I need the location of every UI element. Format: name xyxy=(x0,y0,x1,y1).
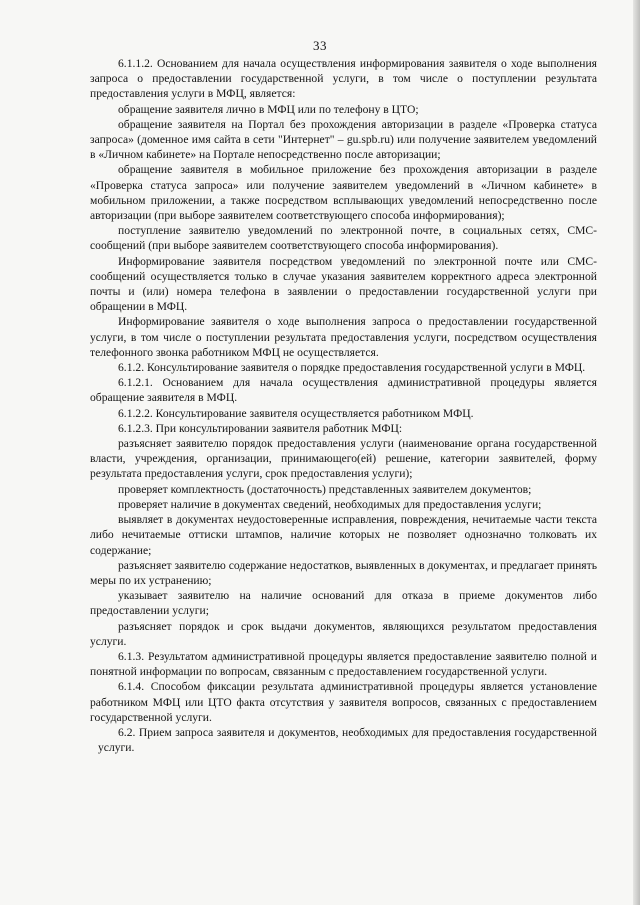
list-item-detects-defects: выявляет в документах неудостоверенные исправления, повреждения, нечитаемые части текста либо нечитаемые оттиски штампов, наличие которых не позволяет однозначно толковать их содержание; xyxy=(90,513,597,557)
list-item-issuance-terms: разъясняет порядок и срок выдачи документов, являющихся результатом предоставления услуги. xyxy=(90,619,597,648)
scanned-page-edge xyxy=(633,0,640,905)
paragraph-6-1-2: 6.1.2. Консультирование заявителя о порядке предоставления государственной услуги в МФЦ. xyxy=(118,361,586,375)
list-item-refusal-grounds: указывает заявителю на наличие оснований для отказа в приеме документов либо предоставлении услуги; xyxy=(90,589,597,618)
document-body xyxy=(90,56,597,755)
page-number: 33 xyxy=(313,38,327,53)
paragraph-notification-conditions: Информирование заявителя посредством уведомлений по электронной почте или СМС-сообщений осуществляется только в случае указания заявителем корректного адреса электронной почты и (или) номера телефона в заявлении о предоставлении государственной услуги при обращении в МФЦ. xyxy=(90,254,597,314)
paragraph-6-2: 6.2. Прием запроса заявителя и документов, необходимых для предоставления государственной услуги. xyxy=(98,725,597,755)
paragraph-no-phone-calls: Информирование заявителя о ходе выполнения запроса о предоставлении государственной услуги, в том числе о поступлении результата предоставления услуги, посредством осуществления телефонного звонка работником МФЦ не осуществляется. xyxy=(90,315,597,359)
list-item-explains-procedure: разъясняет заявителю порядок предоставления услуги (наименование органа государственной власти, учреждения, организации, принимающего(ей) решение, категории заявителей, форму результата предоставления услуги, срок предоставления услуги); xyxy=(90,437,597,481)
list-item-checks-information: проверяет наличие в документах сведений, необходимых для предоставления услуги; xyxy=(118,497,542,511)
list-item-mfc-visit: обращение заявителя лично в МФЦ или по телефону в ЦТО; xyxy=(118,102,419,116)
list-item-email-sms: поступление заявителю уведомлений по электронной почте, в социальных сетях, СМС-сообщений (при выборе заявителем соответствующего способа информирования). xyxy=(90,224,597,253)
list-item-mobile-app: обращение заявителя в мобильное приложение без прохождения авторизации в разделе «Проверка статуса запроса» или получение заявителем уведомлений в «Личном кабинете» в мобильном приложении, а также посредством всплывающих уведомлений непосредственно после авторизации (при выборе заявителем соответствующего способа информирования); xyxy=(90,163,597,223)
paragraph-6-1-1-2: 6.1.1.2. Основанием для начала осуществления информирования заявителя о ходе выполнения запроса о предоставлении государственной услуги, в том числе о поступлении результата предоставления услуги в МФЦ, является: xyxy=(90,57,597,101)
paragraph-6-1-4: 6.1.4. Способом фиксации результата административной процедуры является установление работником МФЦ или ЦТО факта отсутствия у заявителя вопросов, связанных с предоставлением государственной услуги. xyxy=(90,680,597,724)
paragraph-6-1-2-3: 6.1.2.3. При консультировании заявителя работник МФЦ: xyxy=(118,421,403,435)
paragraph-6-1-2-1: 6.1.2.1. Основанием для начала осуществления административной процедуры является обращение заявителя в МФЦ. xyxy=(90,376,597,405)
list-item-portal: обращение заявителя на Портал без прохождения авторизации в разделе «Проверка статуса запроса» (доменное имя сайта в сети "Интернет" – gu.spb.ru) или получение заявителем уведомлений в «Личном кабинете» на Портале непосредственно после авторизации; xyxy=(90,117,597,162)
paragraph-6-1-3: 6.1.3. Результатом административной процедуры является предоставление заявителю полной и понятной информации по вопросам, связанным с предоставлением государственной услуги. xyxy=(90,649,597,679)
paragraph-6-1-2-2: 6.1.2.2. Консультирование заявителя осуществляется работником МФЦ. xyxy=(118,406,474,420)
list-item-checks-completeness: проверяет комплектность (достаточность) представленных заявителем документов; xyxy=(118,482,532,496)
list-item-explains-shortcomings: разъясняет заявителю содержание недостатков, выявленных в документах, и предлагает принять меры по их устранению; xyxy=(90,558,597,587)
